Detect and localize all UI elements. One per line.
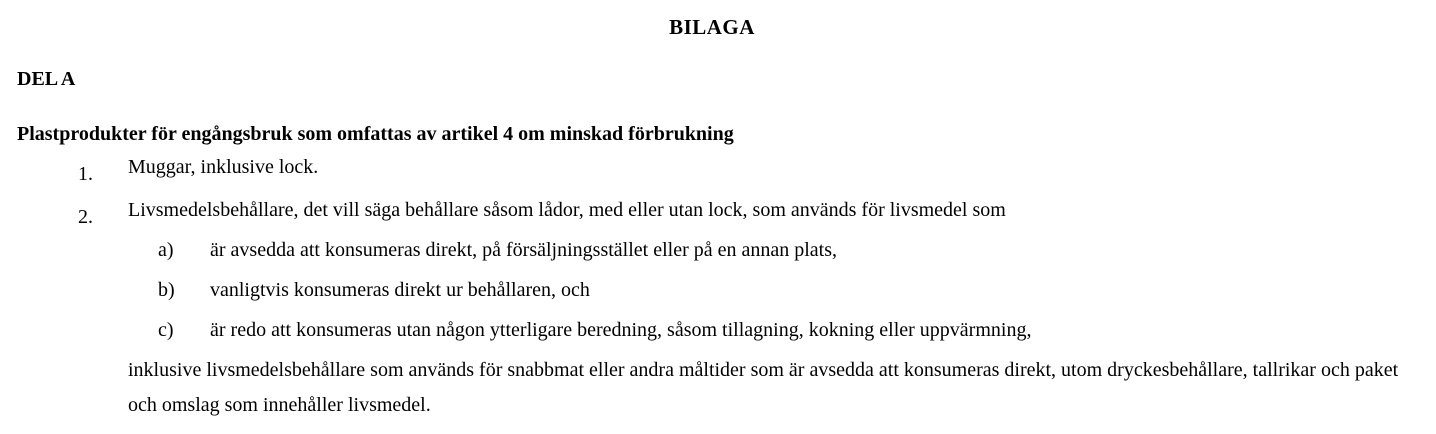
subitem-text: är redo att konsumeras utan någon ytterligare beredning, såsom tillagning, kokning eller uppvärmning, — [210, 319, 1032, 341]
list-item — [78, 150, 1424, 185]
subitem-text: vanligtvis konsumeras direkt ur behållaren, och — [210, 279, 590, 301]
numbered-list — [0, 150, 1424, 423]
subitem-text: är avsedda att konsumeras direkt, på försäljningsstället eller på en annan plats, — [210, 239, 838, 261]
section-heading: Plastprodukter för engångsbruk som omfattas av artikel 4 om minskad förbrukning — [17, 123, 734, 145]
list-subitem — [158, 273, 1424, 308]
list-item — [78, 193, 1424, 228]
subitem-letter: c) — [158, 319, 174, 341]
continuation-paragraph: inklusive livsmedelsbehållare som används för snabbmat eller andra måltider som är avsedda att konsumeras direkt, utom dryckesbehållare, tallrikar och paket och omslag som innehåller livsmedel. — [128, 359, 1399, 416]
subitem-letter: a) — [158, 239, 174, 261]
list-subitem — [158, 313, 1424, 348]
item-number: 1. — [78, 163, 93, 185]
item-text: Livsmedelsbehållare, det vill säga behållare såsom lådor, med eller utan lock, som används för livsmedel som — [128, 199, 1006, 221]
item-text: Muggar, inklusive lock. — [128, 156, 319, 178]
part-heading: DEL A — [17, 68, 76, 90]
document-title: BILAGA — [669, 15, 755, 39]
list-subitem — [158, 233, 1424, 268]
subitem-letter: b) — [158, 279, 175, 301]
item-number: 2. — [78, 206, 93, 228]
